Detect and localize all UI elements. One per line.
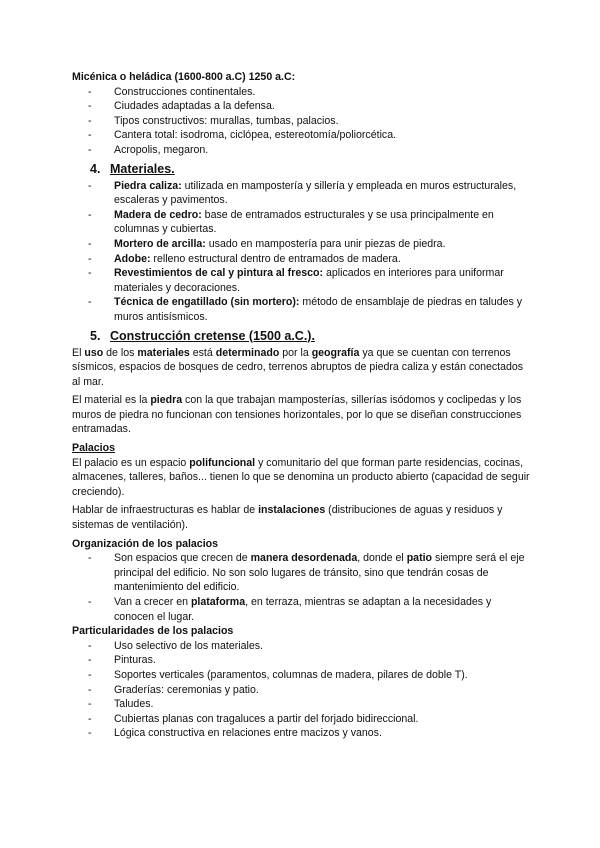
organizacion-list — [72, 551, 530, 624]
micenica-list — [72, 85, 530, 158]
list-item: - Lógica constructiva en relaciones entre macizos y vanos. — [114, 726, 530, 741]
text: de los — [103, 346, 138, 359]
term: Piedra caliza: — [114, 179, 182, 192]
section-number: 4. — [90, 161, 101, 176]
bold-text: plataforma — [190, 596, 246, 608]
text: Van a crecer en — [114, 596, 191, 608]
list-item: - Cubiertas planas con tragaluces a partir del forjado bidireccional. — [114, 712, 530, 727]
list-item: - Uso selectivo de los materiales. — [114, 639, 530, 654]
section-number: 5. — [90, 328, 101, 343]
text: El palacio es un espacio — [72, 456, 190, 469]
section-title: Materiales. — [110, 161, 175, 176]
description: usado en mampostería para unir piezas de piedra. — [205, 237, 446, 250]
paragraph-palacios-2 — [72, 503, 530, 532]
bold-text: uso — [84, 346, 104, 359]
bold-text: manera desordenada — [250, 552, 358, 565]
paragraph-palacios-1 — [72, 456, 530, 500]
list-item — [114, 179, 530, 208]
list-item — [114, 551, 530, 595]
list-item: - Tipos constructivos: murallas, tumbas, palacios. — [114, 114, 530, 129]
text: Son espacios que crecen de — [114, 552, 251, 565]
text: (distribuciones de aguas y residuos y sistemas de ventilación). — [72, 504, 503, 532]
section-heading-organizacion: Organización de los palacios — [72, 537, 219, 550]
list-item — [114, 295, 530, 324]
section-heading-materiales — [72, 161, 530, 177]
text: siempre será el eje principal del edificio. No son solo lugares de tránsito, sino que tendrán cosas de mantenimiento del edificio. — [114, 552, 525, 594]
description: aplicados en interiores para uniformar materiales y decoraciones. — [114, 267, 504, 294]
description: método de ensamblaje de piedras en taludes y muros antisísmicos. — [114, 296, 523, 323]
text: ya que se cuentan con terrenos sísmicos, espacios de bosques de cedro, terrenos abruptos de piedra caliza y están conectados al mar. — [72, 346, 524, 388]
bold-text: instalaciones — [258, 504, 326, 517]
text: El material es la — [72, 394, 151, 407]
list-item: - Taludes. — [114, 697, 530, 712]
list-item: - Acropolis, megaron. — [114, 143, 530, 158]
list-item — [114, 252, 530, 267]
description: relleno estructural dentro de entramados de madera. — [150, 252, 401, 265]
list-item: - Ciudades adaptadas a la defensa. — [114, 99, 530, 114]
text: por la — [279, 346, 312, 359]
term: Revestimientos de cal y pintura al fresco: — [114, 267, 324, 280]
section-heading-micenica: Micénica o heládica (1600-800 a.C) 1250 a.C: — [72, 71, 296, 83]
text: El — [72, 346, 85, 359]
bold-text: piedra — [150, 394, 183, 407]
bold-text: patio — [406, 552, 433, 565]
term: Técnica de engatillado (sin mortero): — [114, 296, 300, 309]
list-item: - Graderías: ceremonias y patio. — [114, 683, 530, 698]
list-item — [114, 266, 530, 295]
section-heading-particularidades: Particularidades de los palacios — [72, 625, 234, 638]
description: base de entramados estructurales y se usa principalmente en columnas y cubiertas. — [114, 208, 494, 236]
text: , donde el — [357, 552, 407, 565]
paragraph-cretense-2 — [72, 393, 530, 437]
text: con la que trabajan mamposterías, sillerías isódomos y coclipedas y los muros de piedra no funcionan con tensiones horizontales, por lo que se diseñan construcciones entramadas. — [72, 394, 522, 436]
bold-text: polifuncional — [189, 456, 256, 469]
bold-text: materiales — [137, 346, 190, 359]
section-title: Construcción cretense (1500 a.C.). — [110, 328, 315, 343]
list-item: - Soportes verticales (paramentos, columnas de madera, pilares de doble T). — [114, 668, 530, 683]
bold-text: geografía — [311, 346, 360, 359]
section-heading-palacios: Palacios — [72, 442, 115, 455]
text: Hablar de infraestructuras es hablar de — [72, 504, 259, 517]
list-item — [114, 595, 530, 624]
term: Mortero de arcilla: — [114, 237, 206, 250]
bold-text: determinado — [215, 346, 280, 359]
materiales-list — [72, 179, 530, 325]
text: y comunitario del que forman parte residencias, cocinas, almacenes, talleres, baños... tienen lo que se denomina un producto abierto (capacidad de seguir creciendo). — [72, 456, 530, 498]
term: Madera de cedro: — [114, 208, 202, 221]
section-heading-cretense — [72, 328, 530, 344]
list-item: - Construcciones continentales. — [114, 85, 530, 100]
term: Adobe: — [114, 252, 151, 265]
paragraph-cretense-1 — [72, 346, 530, 390]
list-item — [114, 237, 530, 252]
list-item: - Pinturas. — [114, 653, 530, 668]
list-item: - Cantera total: isodroma, ciclópea, estereotomía/poliorcética. — [114, 128, 530, 143]
list-item — [114, 208, 530, 237]
particularidades-list — [72, 639, 530, 741]
description: utilizada en mampostería y sillería y empleada en muros estructurales, escaleras y pavimentos. — [114, 179, 517, 207]
text: está — [189, 346, 216, 359]
text: , en terraza, mientras se adaptan a la necesidades y conocen el lugar. — [114, 596, 492, 623]
